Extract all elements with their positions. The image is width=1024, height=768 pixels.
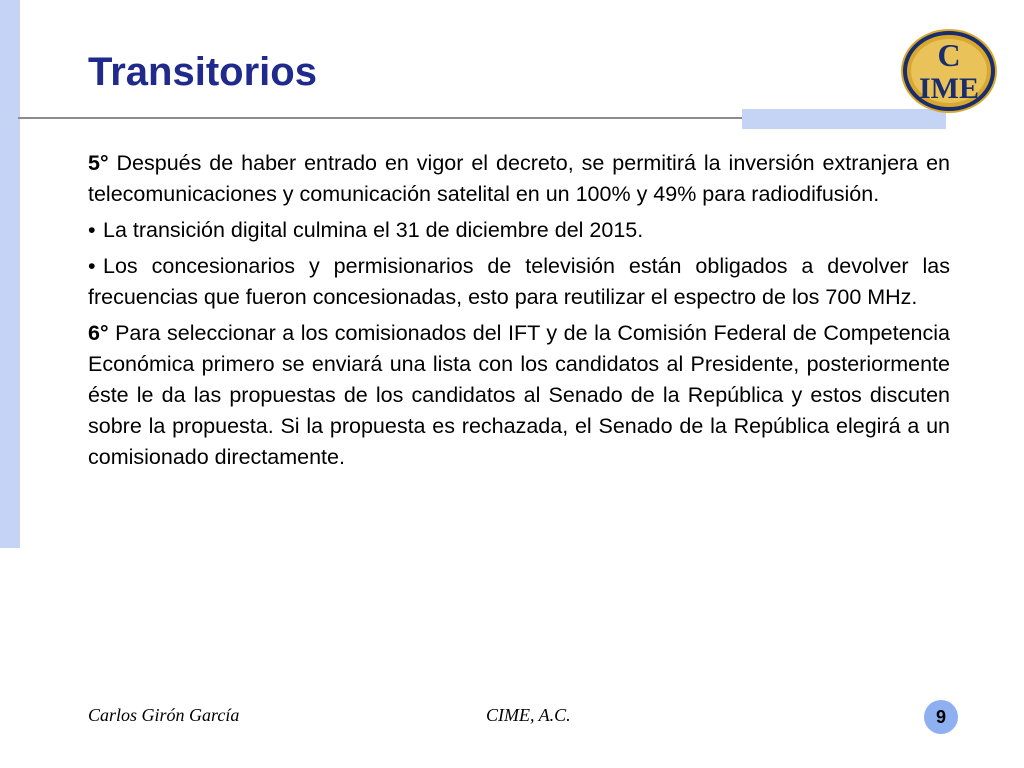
- left-accent-bar: [0, 0, 20, 548]
- slide-title: Transitorios: [88, 50, 317, 94]
- bullet-digital-transition: [88, 215, 950, 246]
- logo-letters-ime: IME: [919, 72, 979, 105]
- paragraph-5: [88, 148, 950, 210]
- logo-letter-c: C: [937, 37, 961, 73]
- paragraph-5-text: Después de haber entrado en vigor el decreto, se permitirá la inversión extranjera en telecomunicaciones y comunicación satelital en un 100% y 49% para radiodifusión.: [88, 151, 950, 206]
- footer-author: Carlos Girón García: [88, 705, 240, 725]
- footer-organization: CIME, A.C.: [486, 705, 571, 725]
- paragraph-5-lead: 5°: [88, 151, 109, 175]
- bullet-icon: •: [88, 218, 96, 242]
- paragraph-6-lead: 6°: [88, 321, 109, 345]
- bullet-frequencies-text: Los concesionarios y permisionarios de televisión están obligados a devolver las frecuencias que fueron concesionadas, esto para reutilizar el espectro de los 700 MHz.: [88, 254, 950, 309]
- page-number-badge: 9: [924, 700, 958, 734]
- bullet-frequencies: [88, 251, 950, 313]
- cime-logo-icon: [898, 26, 1000, 116]
- paragraph-6: [88, 318, 950, 473]
- paragraph-6-text: Para seleccionar a los comisionados del IFT y de la Comisión Federal de Competencia Económica primero se enviará una lista con los candidatos al Presidente, posteriormente éste le da las propuestas de los candidatos al Senado de la República y estos discuten sobre la propuesta. Si la propuesta es rechazada, el Senado de la República elegirá a un comisionado directamente.: [88, 321, 950, 469]
- bullet-icon: •: [88, 254, 96, 278]
- slide-body: [88, 148, 950, 478]
- bullet-digital-transition-text: La transición digital culmina el 31 de diciembre del 2015.: [103, 218, 644, 242]
